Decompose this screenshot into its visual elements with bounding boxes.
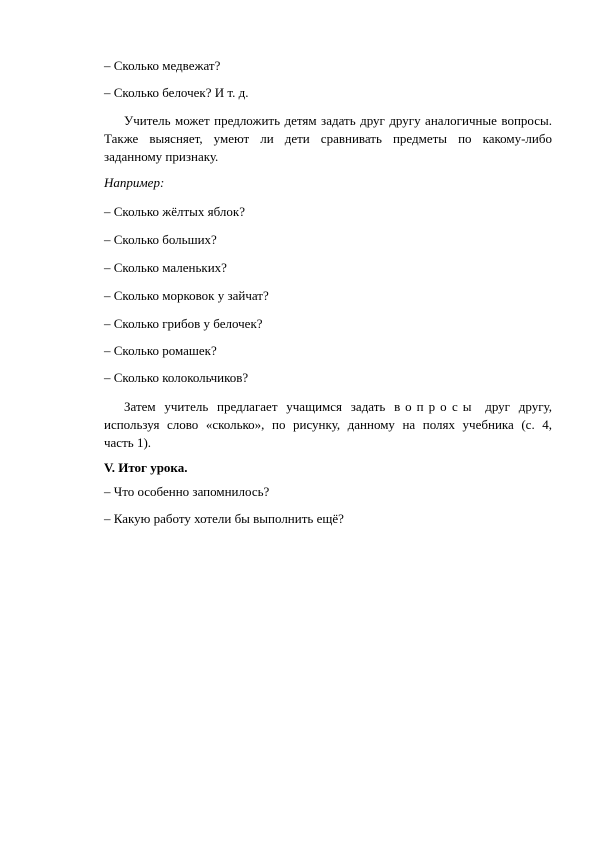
paragraph-line: часть 1). — [104, 435, 152, 450]
question-item: – Сколько маленьких? — [104, 260, 227, 275]
paragraph-line: заданному признаку. — [104, 149, 219, 164]
spaced-word: вопросы — [394, 399, 477, 414]
paragraph-text: Затем учитель предлагает учащимся задать — [124, 399, 395, 414]
example-label: Например: — [104, 175, 165, 190]
section-title: V. Итог урока. — [104, 460, 188, 475]
final-question: – Что особенно запомнилось? — [104, 484, 270, 499]
paragraph-line: используя слово «сколько», по рисунку, данному на полях учебника (с. 4, — [104, 417, 552, 432]
question-item: – Сколько колокольчиков? — [104, 370, 249, 385]
paragraph-text: друг другу, — [476, 399, 553, 414]
question-item: – Сколько ромашек? — [104, 343, 217, 358]
paragraph-line — [104, 398, 552, 416]
question-item: – Сколько морковок у зайчат? — [104, 288, 269, 303]
question-item: – Сколько больших? — [104, 232, 217, 247]
question-item: – Сколько жёлтых яблок? — [104, 204, 245, 219]
paragraph-teacher-suggestion — [104, 112, 552, 166]
paragraph-line: Учитель может предложить детям задать друг другу аналогичные вопросы. — [124, 113, 552, 128]
question-squirrels: – Сколько белочек? И т. д. — [104, 85, 249, 100]
question-item: – Сколько грибов у белочек? — [104, 316, 263, 331]
paragraph-ask-questions — [104, 398, 552, 452]
question-bear-cubs: – Сколько медвежат? — [104, 58, 221, 73]
final-question: – Какую работу хотели бы выполнить ещё? — [104, 511, 344, 526]
paragraph-line: Также выясняет, умеют ли дети сравнивать предметы по какому-либо — [104, 131, 552, 146]
